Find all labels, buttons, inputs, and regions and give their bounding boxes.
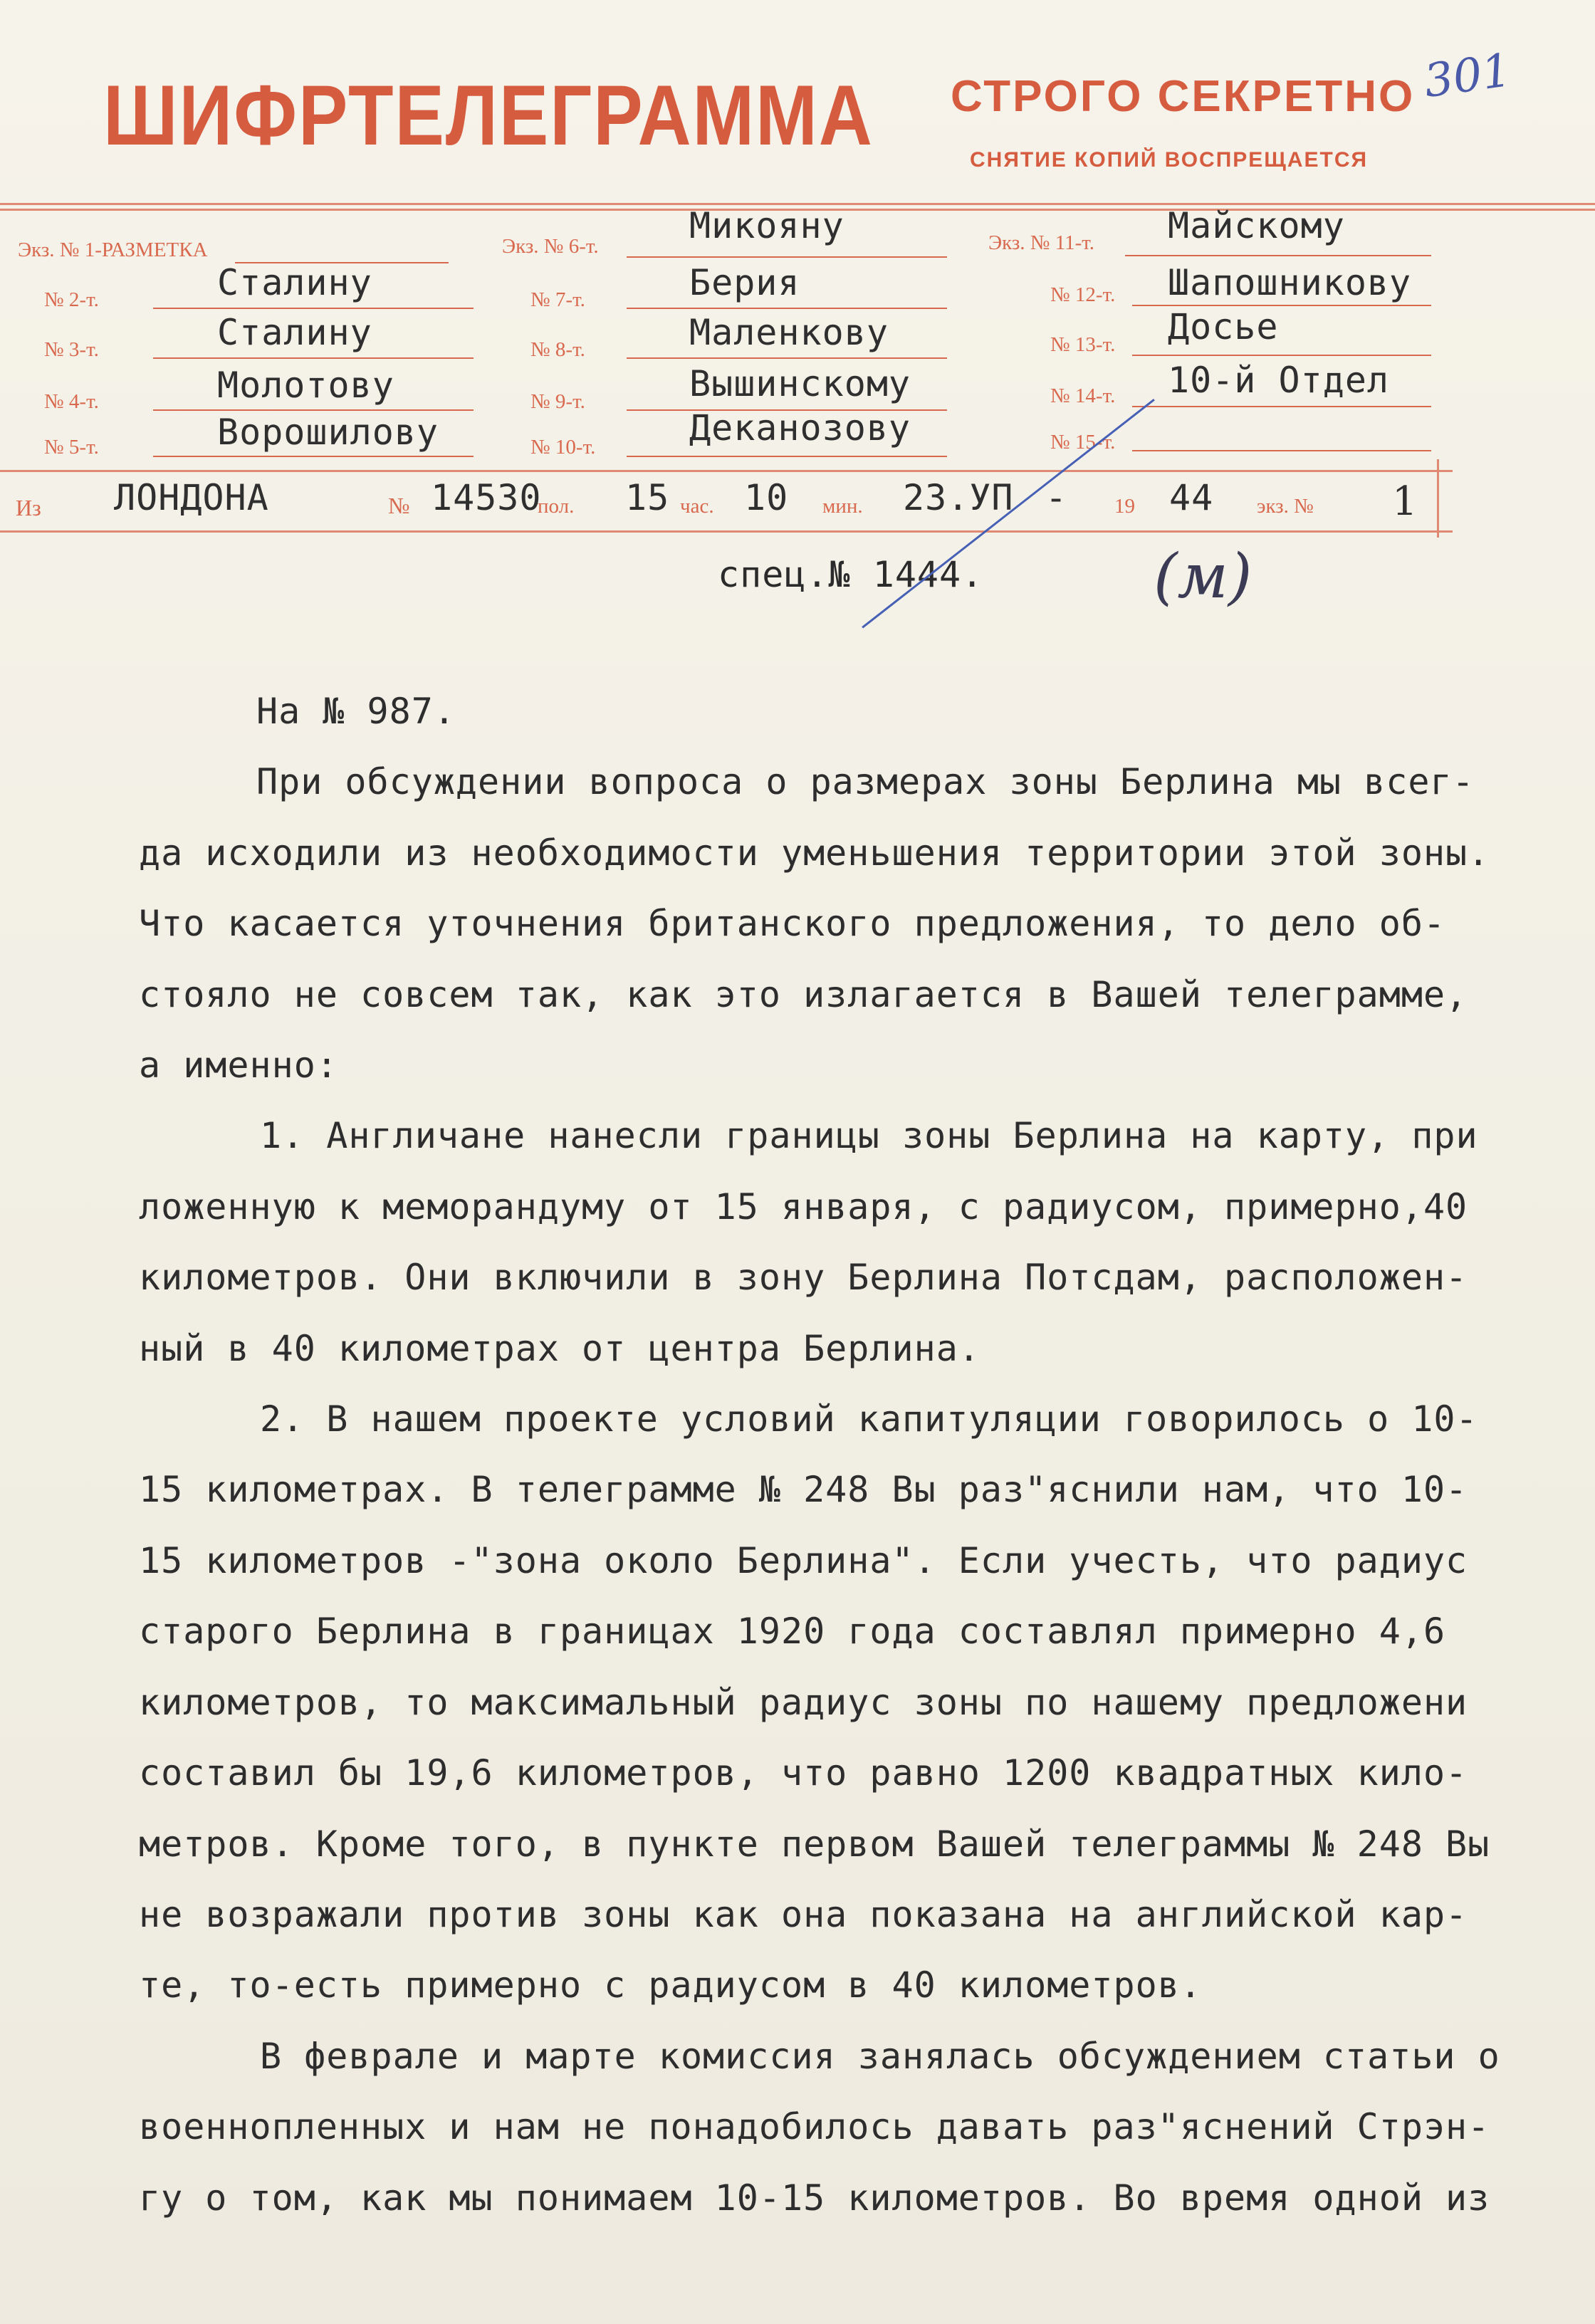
copy-recipient: Микояну (689, 205, 844, 246)
hours-label: час. (680, 495, 714, 518)
body-line: не возражали против зоны как она показана на английской кар- (139, 1893, 1468, 1935)
minutes-label: мин. (822, 495, 863, 518)
underline (627, 308, 947, 309)
copy-label: № 8-т. (530, 338, 585, 361)
number-label: № (388, 493, 410, 518)
copy-label: № 7-т. (530, 288, 585, 311)
handwritten-initials: (м) (1154, 541, 1253, 612)
copy-label: № 2-т. (44, 288, 99, 311)
secrecy-stamp: СТРОГО СЕКРЕТНО (951, 72, 1416, 121)
body-line: ложенную к меморандуму от 15 января, с радиусом, примерно,40 (139, 1185, 1468, 1228)
handwritten-number: 301 (1421, 43, 1515, 109)
form-mid-border (0, 470, 1453, 472)
underline (1132, 406, 1431, 407)
body-line: 1. Англичане нанесли границы зоны Берлина на карту, при (260, 1115, 1478, 1157)
copy-label: Экз. № 11-т. (988, 231, 1095, 254)
copy-recipient: Сталину (217, 262, 372, 303)
body-line: километров. Они включили в зону Берлина Потсдам, расположен- (139, 1257, 1468, 1299)
underline (153, 456, 474, 457)
copy-number: 1 (1392, 478, 1418, 525)
body-line: В феврале и марте комиссия занялась обсуждением статьи о (260, 2035, 1500, 2077)
copy-label: № 13-т. (1050, 333, 1116, 356)
body-line: При обсуждении вопроса о размерах зоны Берлина мы всег- (256, 761, 1475, 803)
copy-label: Экз. № 6-т. (502, 235, 599, 258)
copy-recipient: 10-й Отдел (1168, 360, 1390, 401)
body-line: стояло не совсем так, как это излагается в Вашей телеграмме, (139, 973, 1468, 1015)
body-line: 15 километрах. В телеграмме № 248 Вы раз"яснили нам, что 10- (139, 1469, 1468, 1511)
dash: - (1045, 477, 1068, 518)
copy-label: № 14-т. (1050, 384, 1116, 407)
telegram-body (139, 676, 1570, 2234)
copy-label: № 12-т. (1050, 283, 1116, 306)
copy-label: № 9-т. (530, 390, 585, 413)
underline (1132, 355, 1431, 356)
copy-recipient: Шапошникову (1168, 262, 1412, 303)
body-line: метров. Кроме того, в пункте первом Вашей телеграммы № 248 Вы (139, 1823, 1490, 1865)
underline (153, 308, 474, 309)
body-line: те, то-есть примерно с радиусом в 40 километров. (139, 1964, 1202, 2006)
underline (153, 357, 474, 359)
underline (627, 256, 947, 258)
copy-recipient: Ворошилову (217, 412, 439, 453)
body-line: старого Берлина в границах 1920 года составлял примерно 4,6 (139, 1611, 1446, 1653)
date-value: 23.УП (903, 477, 1014, 518)
copy-recipient: Берия (689, 262, 800, 303)
copy-recipient: Деканозову (689, 407, 911, 449)
copy-number-label: экз. № (1257, 495, 1314, 518)
body-line: да исходили из необходимости уменьшения территории этой зоны. (139, 832, 1490, 874)
copy-label: № 3-т. (44, 338, 99, 361)
copy-recipient: Молотову (217, 365, 394, 406)
year-prefix: 19 (1114, 495, 1135, 518)
underline (153, 409, 474, 411)
form-right-border (1437, 459, 1439, 538)
body-line: Что касается уточнения британского предложения, то дело об- (139, 903, 1446, 945)
copy-recipient: Досье (1168, 306, 1279, 347)
body-line: ный в 40 километрах от центра Берлина. (139, 1327, 980, 1369)
form-bottom-border (0, 530, 1453, 533)
body-line: а именно: (139, 1045, 338, 1087)
body-line: 15 километров -"зона около Берлина". Если учесть, что радиус (139, 1539, 1468, 1581)
pol-label: пол. (538, 495, 575, 518)
copy-recipient: Маленкову (689, 312, 889, 353)
copy-label: Экз. № 1-РАЗМЕТКА (18, 239, 208, 261)
telegram-number: 14530 (431, 477, 542, 518)
underline (627, 357, 947, 359)
spec-number: спец.№ 1444. (718, 554, 984, 595)
body-line: гу о том, как мы понимаем 10-15 километров. Во время одной из (139, 2177, 1490, 2219)
body-line: километров, то максимальный радиус зоны по нашему предложени (139, 1681, 1468, 1723)
underline (1132, 450, 1431, 451)
minutes-value: 10 (744, 477, 789, 518)
copy-recipient: Вышинскому (689, 363, 911, 404)
underline (1125, 255, 1431, 256)
copy-label: № 10-т. (530, 436, 596, 459)
form-title: ШИФРТЕЛЕГРАММА (103, 68, 874, 164)
body-line: 2. В нашем проекте условий капитуляции говорилось о 10- (260, 1398, 1478, 1440)
copy-recipient: Майскому (1168, 205, 1345, 246)
copy-label: № 4-т. (44, 390, 99, 413)
origin-city: ЛОНДОНА (114, 477, 269, 518)
copy-label: № 5-т. (44, 436, 99, 459)
from-label: Из (16, 495, 41, 520)
copy-label: № 15-т. (1050, 431, 1116, 454)
body-line: военнопленных и нам не понадобилось давать раз"яснений Стрэн- (139, 2106, 1490, 2148)
copy-recipient: Сталину (217, 312, 372, 353)
underline (627, 456, 947, 457)
hours-value: 15 (625, 477, 670, 518)
year-value: 44 (1169, 477, 1214, 518)
reference-line: На № 987. (256, 691, 456, 732)
no-copy-notice: СНЯТИЕ КОПИЙ ВОСПРЕЩАЕТСЯ (970, 148, 1369, 172)
body-line: составил бы 19,6 километров, что равно 1200 квадратных кило- (139, 1752, 1468, 1794)
